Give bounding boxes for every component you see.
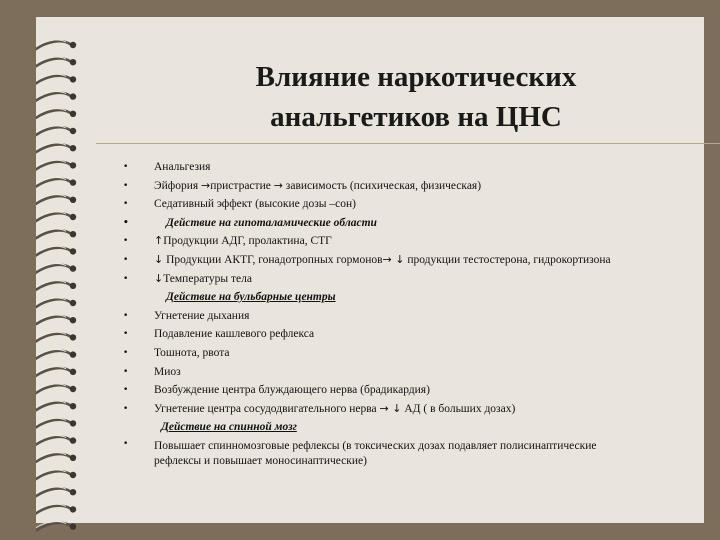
arrow-down-icon: ↓ bbox=[154, 252, 164, 266]
arrow-up-icon: ↑ bbox=[154, 234, 164, 248]
binding-ring bbox=[36, 367, 76, 376]
binding-ring bbox=[36, 229, 76, 238]
bullet-icon: • bbox=[123, 310, 129, 321]
bullet-icon: • bbox=[123, 162, 129, 172]
arrow-right-icon: → bbox=[379, 401, 389, 415]
binding-ring bbox=[36, 281, 76, 290]
list-item: • Возбуждение центра блуждающего нерва (брадикардия) bbox=[123, 381, 720, 400]
title-line-2: анальгетиков на ЦНС bbox=[270, 101, 562, 133]
binding-ring bbox=[36, 470, 76, 479]
list-item: • Угнетение центра сосудодвигательного нерва → ↓ АД ( в больших дозах) bbox=[123, 400, 720, 419]
arrow-right-icon: → bbox=[382, 252, 392, 266]
binding-ring bbox=[36, 332, 76, 341]
bullet-icon: • bbox=[123, 217, 129, 228]
binding-ring bbox=[36, 350, 76, 359]
binding-ring bbox=[36, 212, 76, 221]
section-heading: Действие на спинной мозг bbox=[161, 421, 297, 434]
bullet-icon: • bbox=[123, 403, 129, 414]
bullet-icon: • bbox=[123, 385, 129, 396]
binding-ring bbox=[36, 264, 76, 273]
list-item: • Угнетение дыхания bbox=[123, 307, 720, 326]
bullet-icon: • bbox=[123, 273, 129, 284]
list-item: • Тошнота, рвота bbox=[123, 344, 720, 363]
binding-ring bbox=[36, 40, 76, 49]
binding-ring bbox=[36, 160, 76, 169]
binding-ring bbox=[36, 178, 76, 187]
bullet-icon: • bbox=[123, 366, 129, 377]
arrow-down-icon: ↓ bbox=[391, 252, 405, 266]
bullet-icon: • bbox=[123, 254, 129, 265]
arrow-down-icon: ↓ bbox=[388, 401, 402, 415]
arrow-right-icon: → bbox=[273, 178, 283, 192]
binding-ring bbox=[36, 126, 76, 135]
list-item: • Повышает спинномозговые рефлексы (в токсических дозах подавляет полисинаптические рефлексы и повышает моносинаптические) bbox=[123, 438, 597, 468]
bullet-icon: • bbox=[123, 329, 129, 340]
slide-title bbox=[136, 57, 696, 137]
arrow-right-icon: → bbox=[201, 178, 211, 192]
spiral-binding bbox=[36, 35, 118, 535]
binding-ring bbox=[36, 504, 76, 513]
list-item: • Подавление кашлевого рефлекса bbox=[123, 325, 720, 344]
section-heading: Действие на бульбарные центры bbox=[166, 291, 336, 304]
section-heading: • Действие на гипоталамические области bbox=[123, 214, 720, 233]
binding-ring bbox=[36, 298, 76, 307]
binding-ring bbox=[36, 453, 76, 462]
binding-ring bbox=[36, 92, 76, 101]
title-divider bbox=[96, 143, 720, 144]
binding-ring bbox=[36, 315, 76, 324]
bullet-icon: • bbox=[123, 347, 129, 358]
list-item: • Анальгезия bbox=[123, 158, 720, 177]
bullet-icon: • bbox=[123, 180, 129, 191]
binding-ring bbox=[36, 401, 76, 410]
binding-ring bbox=[36, 143, 76, 152]
list-item: • Миоз bbox=[123, 363, 720, 382]
binding-ring bbox=[36, 522, 76, 531]
list-item: • ↑Продукции АДГ, пролактина, СТГ bbox=[123, 232, 720, 251]
list-item: • ↓ Продукции АКТГ, гонадотропных гормонов→ ↓ продукции тестостерона, гидрокортизона bbox=[123, 251, 720, 270]
slide bbox=[36, 17, 704, 523]
binding-ring bbox=[36, 418, 76, 427]
arrow-down-icon: ↓ bbox=[154, 271, 164, 285]
binding-ring bbox=[36, 195, 76, 204]
binding-ring bbox=[36, 487, 76, 496]
title-line-1: Влияние наркотических bbox=[255, 61, 577, 93]
binding-ring bbox=[36, 109, 76, 118]
bullet-icon: • bbox=[123, 236, 129, 247]
bullet-icon: • bbox=[123, 438, 129, 449]
bullet-list bbox=[123, 158, 720, 470]
list-item: • Седативный эффект (высокие дозы –сон) bbox=[123, 195, 720, 214]
binding-ring bbox=[36, 57, 76, 66]
list-item: • ↓Температуры тела bbox=[123, 270, 720, 289]
list-item: • Эйфория →пристрастие → зависимость (психическая, физическая) bbox=[123, 177, 720, 196]
binding-ring bbox=[36, 246, 76, 255]
binding-ring bbox=[36, 384, 76, 393]
binding-ring bbox=[36, 74, 76, 83]
binding-ring bbox=[36, 436, 76, 445]
bullet-icon: • bbox=[123, 199, 129, 210]
